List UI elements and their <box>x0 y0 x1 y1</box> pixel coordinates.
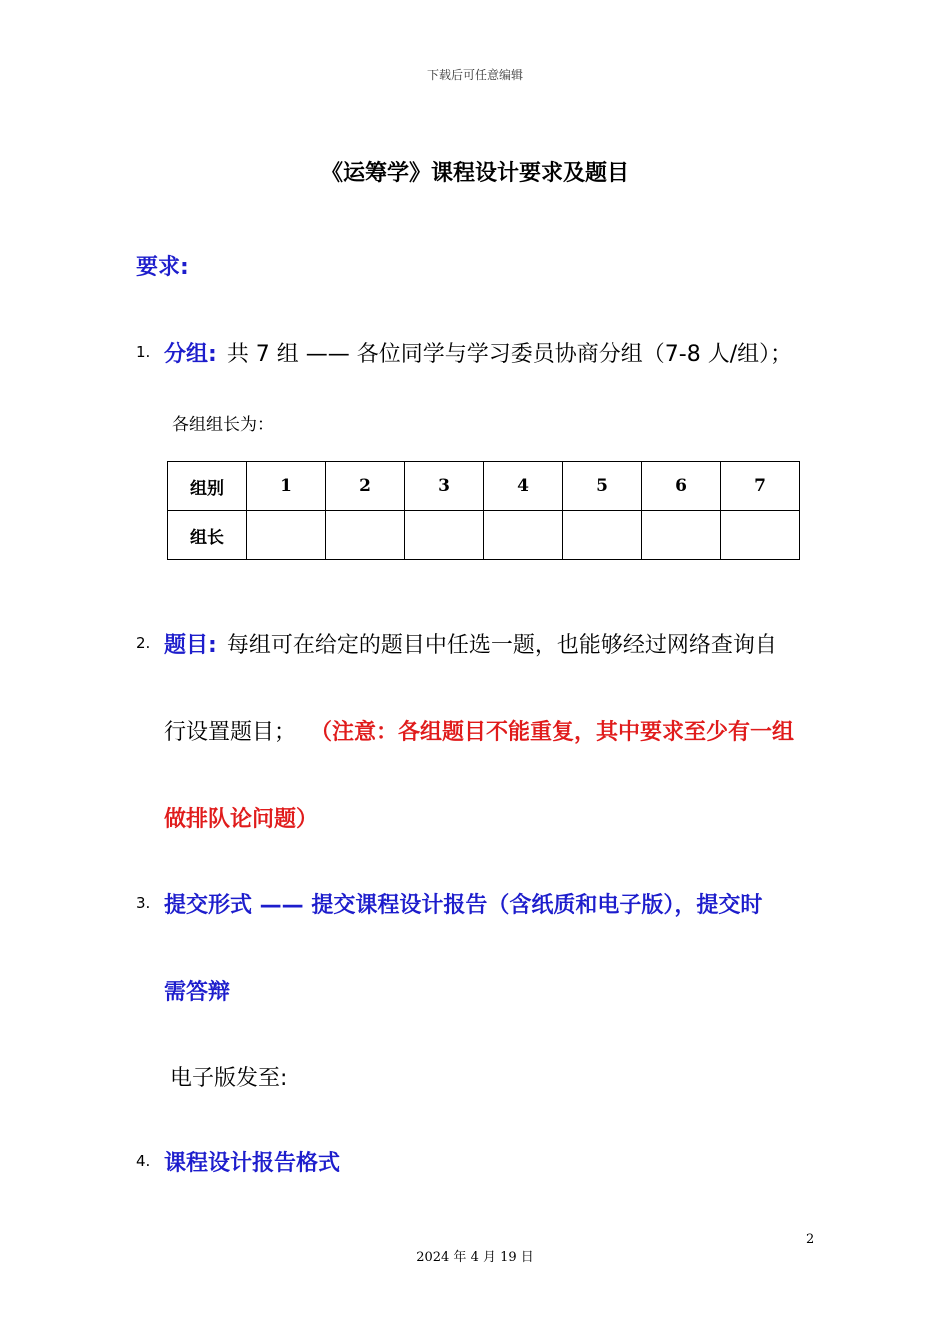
item-2-note <box>164 797 318 837</box>
item-text-line-2: 需答辩 <box>164 979 231 1005</box>
item-number: 3. <box>136 894 151 912</box>
item-3-continuation <box>164 970 230 1010</box>
page-number: 2 <box>806 1232 815 1247</box>
table-cell <box>326 511 405 560</box>
item-note-line-2: 做排队论问题） <box>164 806 319 832</box>
table-cell: 5 <box>563 462 642 511</box>
table-row-header: 组长 <box>168 511 247 560</box>
table-row <box>168 462 800 511</box>
item-label: 分组: <box>164 341 217 367</box>
table-cell <box>642 511 721 560</box>
table-cell: 1 <box>247 462 326 511</box>
table-cell <box>247 511 326 560</box>
item-text-line-1: 提交形式 —— 提交课程设计报告（含纸质和电子版），提交时 <box>164 892 763 918</box>
group-leaders-table <box>167 461 800 560</box>
table-cell: 4 <box>484 462 563 511</box>
leaders-caption: 各组组长为： <box>172 415 274 435</box>
requirements-heading: 要求: <box>136 255 189 280</box>
item-3 <box>136 883 762 923</box>
item-text: 课程设计报告格式 <box>164 1150 341 1176</box>
table-cell <box>563 511 642 560</box>
item-label: 题目: <box>164 632 217 658</box>
item-text-line-1: 每组可在给定的题目中任选一题，也能够经过网络查询自 <box>226 632 777 658</box>
item-4 <box>136 1141 340 1181</box>
item-3-submit <box>170 1056 287 1096</box>
table-cell <box>405 511 484 560</box>
item-number: 1. <box>136 343 151 361</box>
item-number: 4. <box>136 1152 151 1170</box>
item-1 <box>136 332 792 372</box>
table-cell <box>721 511 800 560</box>
table-row <box>168 511 800 560</box>
table-cell <box>484 511 563 560</box>
table-cell: 3 <box>405 462 484 511</box>
document-title: 《运筹学》课程设计要求及题目 <box>320 161 629 186</box>
item-2-continuation <box>164 710 794 750</box>
table-cell: 6 <box>642 462 721 511</box>
item-text: 共 7 组 —— 各位同学与学习委员协商分组（7-8 人/组）； <box>226 341 793 367</box>
table-cell: 7 <box>721 462 800 511</box>
item-text-line-2: 行设置题目； <box>164 719 297 745</box>
item-note-line-1: （注意：各组题目不能重复，其中要求至少有一组 <box>310 719 795 745</box>
table-cell: 2 <box>326 462 405 511</box>
header-note: 下载后可任意编辑 <box>426 68 523 82</box>
footer-date: 2024 年 4 月 19 日 <box>416 1250 534 1265</box>
item-number: 2. <box>136 634 151 652</box>
submit-line: 电子版发至: <box>170 1065 288 1091</box>
item-2 <box>136 623 777 663</box>
table-row-header: 组别 <box>168 462 247 511</box>
